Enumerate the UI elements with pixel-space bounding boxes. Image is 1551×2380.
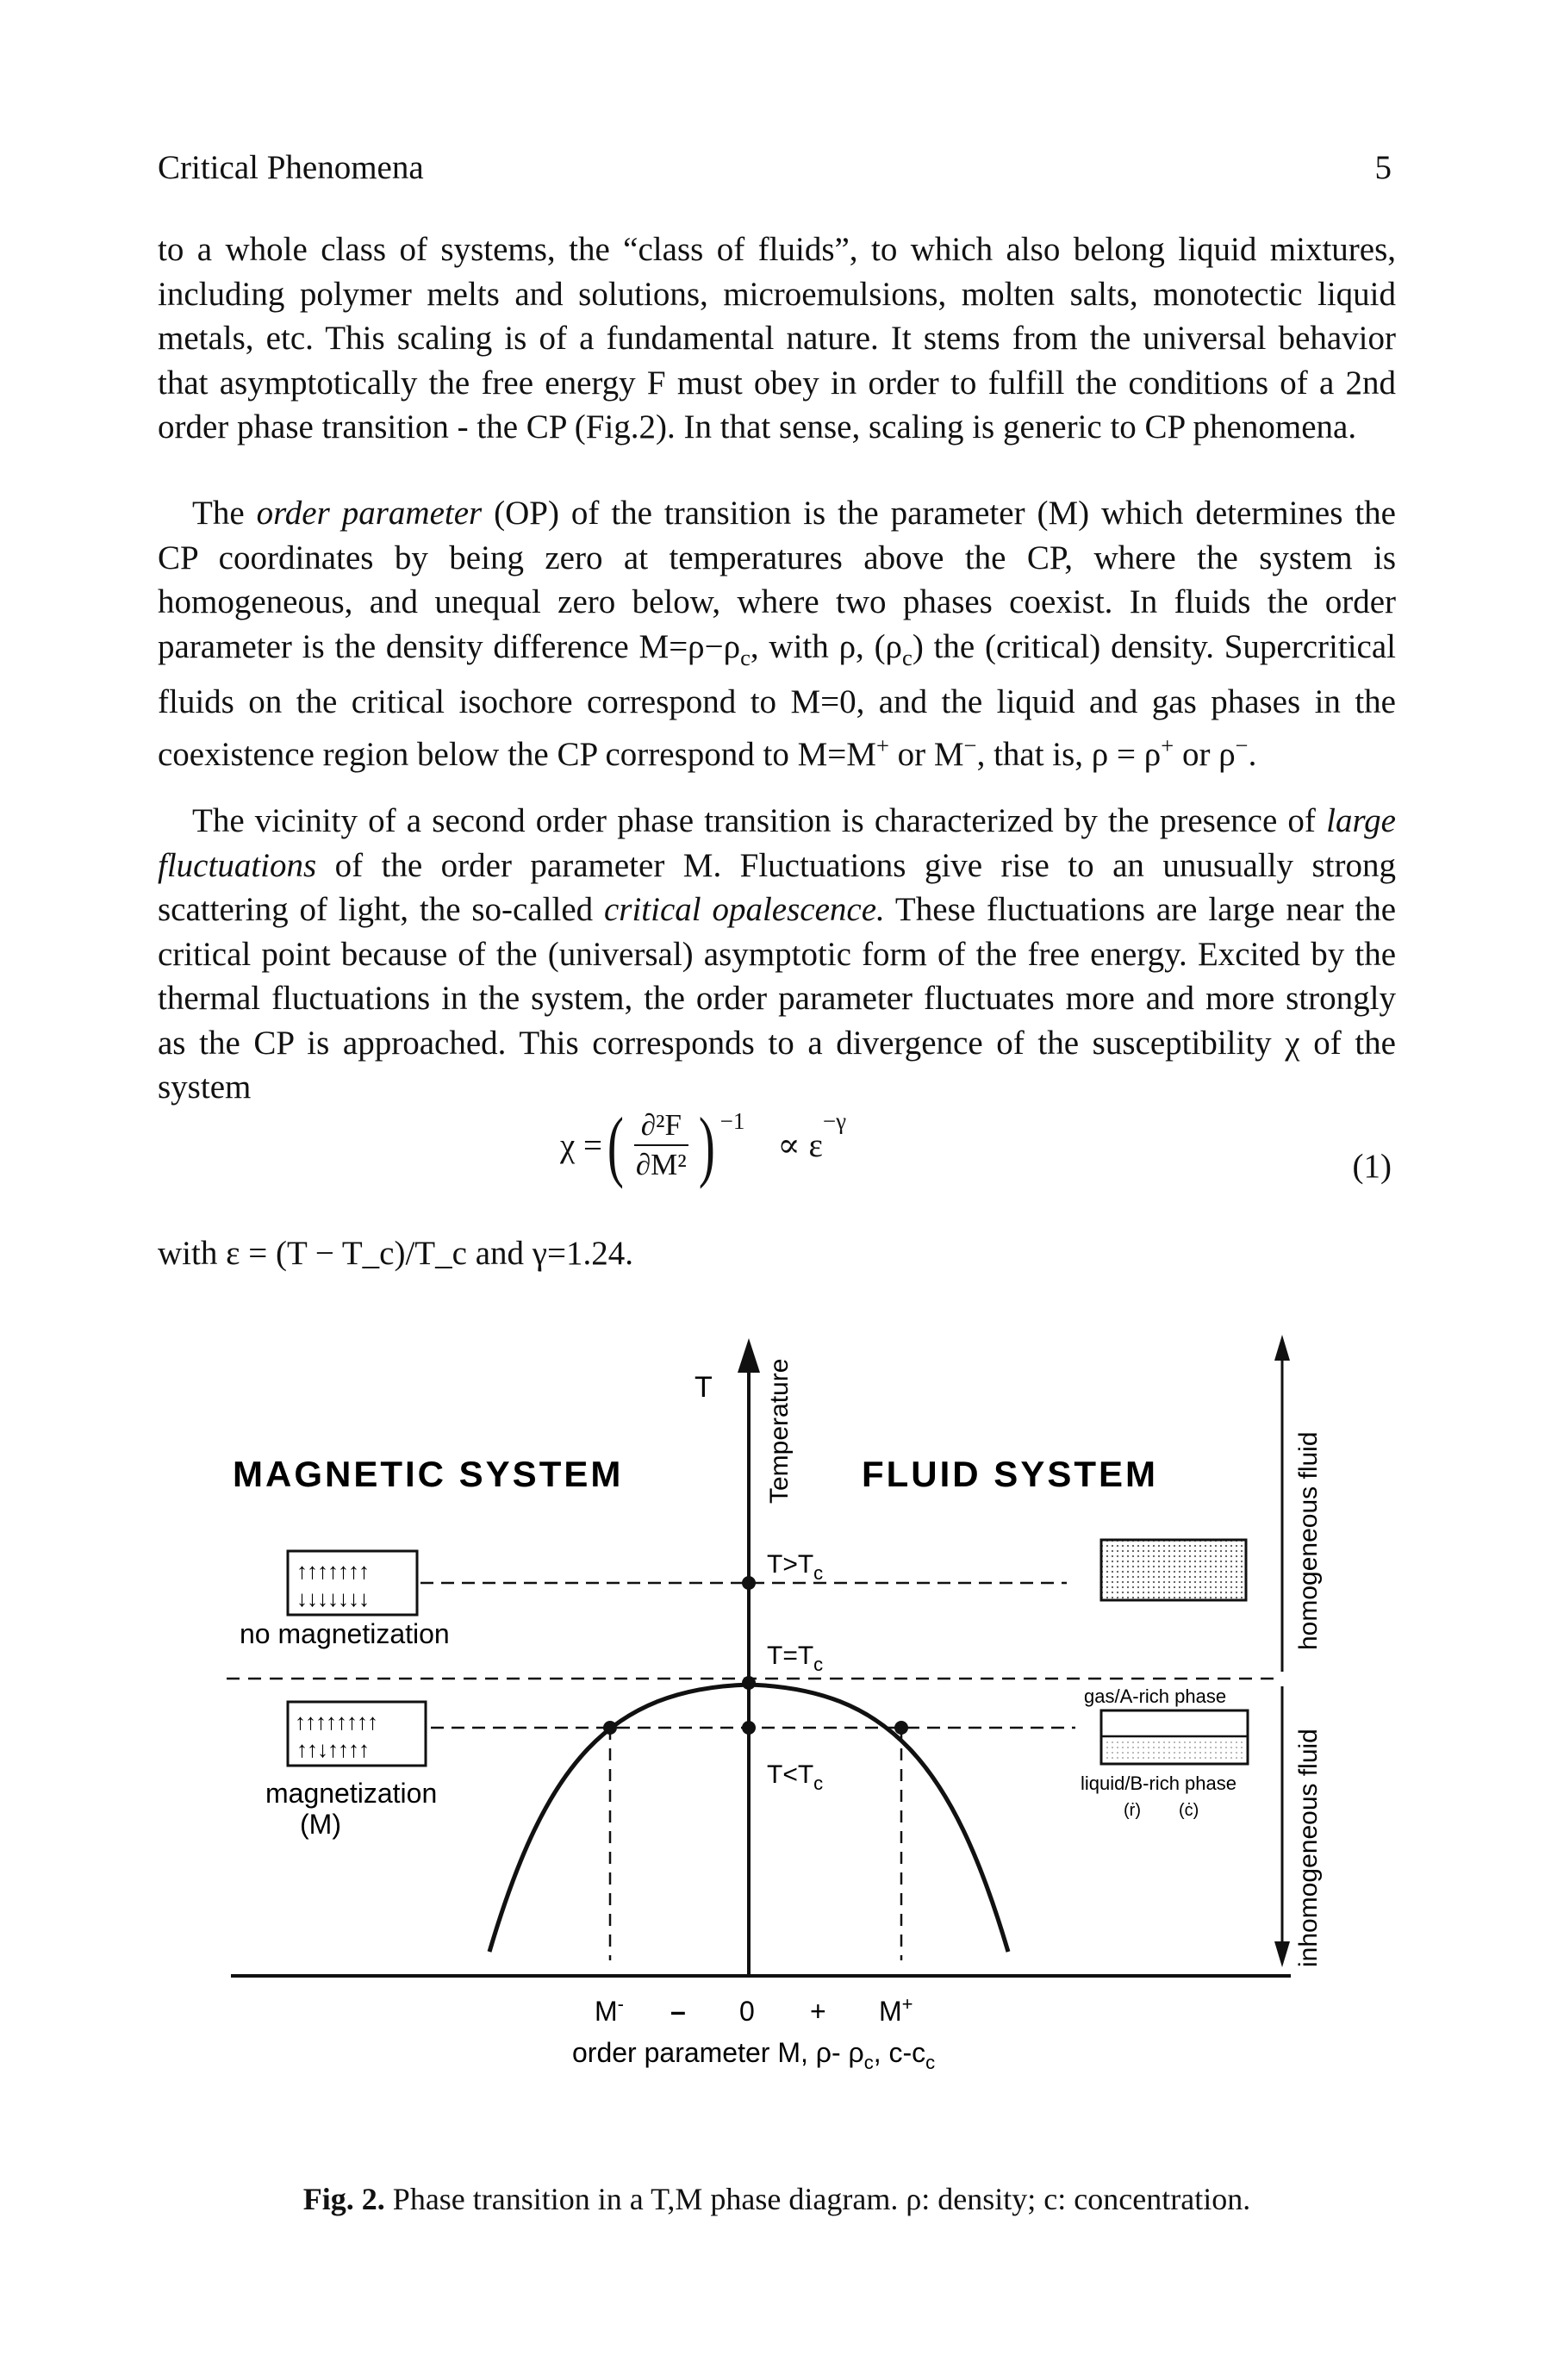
fraction-numerator: ∂²F — [634, 1108, 688, 1146]
gas-phase-label: gas/A-rich phase — [1084, 1685, 1227, 1707]
rho-plus-label: (ṙ) — [1124, 1801, 1141, 1820]
axis-label-minus: – — [670, 1996, 686, 2027]
running-head: Critical Phenomena — [158, 149, 424, 186]
equation-proportional: ∝ ε — [777, 1126, 823, 1164]
inhomogeneous-fluid-label: inhomogeneous fluid — [1294, 1729, 1323, 1967]
down-arrow-icon — [1274, 1941, 1290, 1967]
equation-number: (1) — [1352, 1148, 1392, 1185]
p2-sup-m: − — [1235, 732, 1249, 759]
paragraph-1-text: to a whole class of systems, the “class of fluids”, to which also belong liquid mixtures, including polymer melts and solutions, microemulsions, molten salts, monotectic liquid metals, etc. This scaling is of a fundamental nature. It stems from the universal behavior that asymptotically the free energy F must obey in order to fulfill the conditions of a 2nd order phase transition - the CP (Fig.2). In that sense, scaling is generic to CP phenomena. — [158, 231, 1396, 445]
p2-text-h: or M — [888, 736, 964, 774]
axis-label-plus: + — [810, 1996, 826, 2027]
homogeneous-fluid-label: homogeneous fluid — [1294, 1431, 1323, 1650]
p3-emphasis-1: large fluctuations — [158, 802, 1396, 884]
p2-text-d: , with ρ, (ρ — [750, 627, 903, 665]
phase-diagram-figure — [205, 1331, 1325, 2167]
figure-caption — [158, 2181, 1396, 2217]
p2-text-a: The — [192, 495, 257, 532]
point-mplus — [894, 1721, 908, 1735]
order-parameter-caption: order parameter M, ρ- $\rho_c$, $c-c_c$ — [572, 2037, 936, 2073]
left-paren: ( — [607, 1101, 624, 1189]
p2-sup-g: + — [875, 732, 889, 759]
liquid-phase-label: liquid/B-rich phase — [1081, 1773, 1236, 1794]
p2-text-j: , that is, ρ = ρ — [976, 736, 1162, 774]
spins-mixed-row-magnetized: ↑↑↓↑↑↑↑ — [296, 1736, 369, 1762]
page-number: 5 — [1374, 149, 1392, 186]
spins-up-row: ↑↑↑↑↑↑↑ — [296, 1558, 369, 1584]
equation-lhs: χ = — [560, 1126, 603, 1164]
paragraph-3 — [158, 799, 1396, 1110]
rho-minus-label: (ċ) — [1179, 1801, 1199, 1820]
t-equal-label: $T=T_c$ — [767, 1642, 824, 1675]
point-below-critical — [742, 1721, 756, 1735]
axis-label-mminus: M- — [595, 1993, 624, 2027]
critical-point — [742, 1676, 756, 1690]
axis-label-mplus: M+ — [879, 1993, 913, 2027]
p3-text-a: The vicinity of a second order phase transition is characterized by the presence of — [192, 802, 1327, 839]
p2-sup-k: + — [1161, 732, 1174, 759]
liquid-phase-fill — [1103, 1738, 1246, 1762]
p2-emphasis: order parameter — [256, 495, 483, 532]
p2-text-l: or ρ — [1174, 736, 1236, 774]
paragraph-1 — [158, 227, 1396, 450]
temperature-arrow-icon — [738, 1338, 760, 1373]
p2-text-n: . — [1248, 736, 1257, 774]
p2-sup-i: − — [963, 732, 977, 759]
point-mminus — [603, 1721, 617, 1735]
spins-up-row-magnetized: ↑↑↑↑↑↑↑↑ — [295, 1709, 377, 1735]
t-above-label: $T>T_c$ — [767, 1550, 824, 1584]
p3-text-c: These fluctuations are large near the critical point because of the (universal) asymptotic form of the free energy. Excited by the thermal fluctuations in the system, the order parameter fluctuates more and more strongly as the CP is approached. This corresponds to a divergence of the susceptibility χ of the system — [158, 891, 1397, 1106]
temperature-label: Temperature — [765, 1358, 794, 1504]
homogeneous-fluid-cell — [1101, 1540, 1246, 1600]
equation-1 — [560, 1101, 847, 1189]
magnetization-symbol: (M) — [300, 1809, 341, 1840]
p3-emphasis-2: critical opalescence. — [603, 891, 885, 928]
p2-text-b: (OP) of the transition is the parameter (M) which determines the CP coordinates by being zero at temperatures above the CP, where the system is homogeneous, and unequal zero below, where two phases coexist. In fluids the order parameter is the density difference M=ρ−ρ — [158, 495, 1396, 665]
point-above-critical — [742, 1576, 756, 1590]
t-below-label: $T<T_c$ — [767, 1760, 824, 1794]
p3-text-b: of the order parameter M. Fluctuations give rise to an unusually strong scattering of light, the so-called — [158, 846, 1396, 928]
magnetic-system-title: MAGNETIC SYSTEM — [233, 1454, 624, 1494]
p2-sub-e: c — [902, 644, 913, 670]
with-line: with ε = (T − T_c)/T_c and γ=1.24. — [158, 1235, 633, 1272]
fraction — [634, 1108, 688, 1182]
fraction-denominator: ∂M² — [635, 1148, 687, 1181]
up-arrow-icon — [1274, 1335, 1290, 1361]
t-label: T — [695, 1371, 713, 1404]
right-paren: ) — [698, 1101, 715, 1189]
equation-exponent: −1 — [719, 1107, 745, 1134]
spins-down-row: ↓↓↓↓↓↓↓ — [296, 1586, 369, 1611]
p2-sub-c: c — [740, 644, 751, 670]
figure-caption-label: Fig. 2. — [302, 2182, 385, 2216]
no-magnetization-label: no magnetization — [240, 1618, 450, 1649]
equation-rhs-exponent: −γ — [822, 1107, 847, 1134]
axis-label-zero: 0 — [739, 1996, 755, 2027]
paragraph-2 — [158, 491, 1396, 777]
p2-text-f: ) the (critical) density. Supercritical fluids on the critical isochore correspond to M=0, and the liquid and gas phases in the coexistence region below the CP correspond to M=M — [158, 627, 1396, 774]
magnetization-label: magnetization — [265, 1778, 438, 1809]
fluid-system-title: FLUID SYSTEM — [862, 1454, 1159, 1494]
figure-caption-text: Phase transition in a T,M phase diagram. ρ: density; c: concentration. — [384, 2182, 1251, 2216]
